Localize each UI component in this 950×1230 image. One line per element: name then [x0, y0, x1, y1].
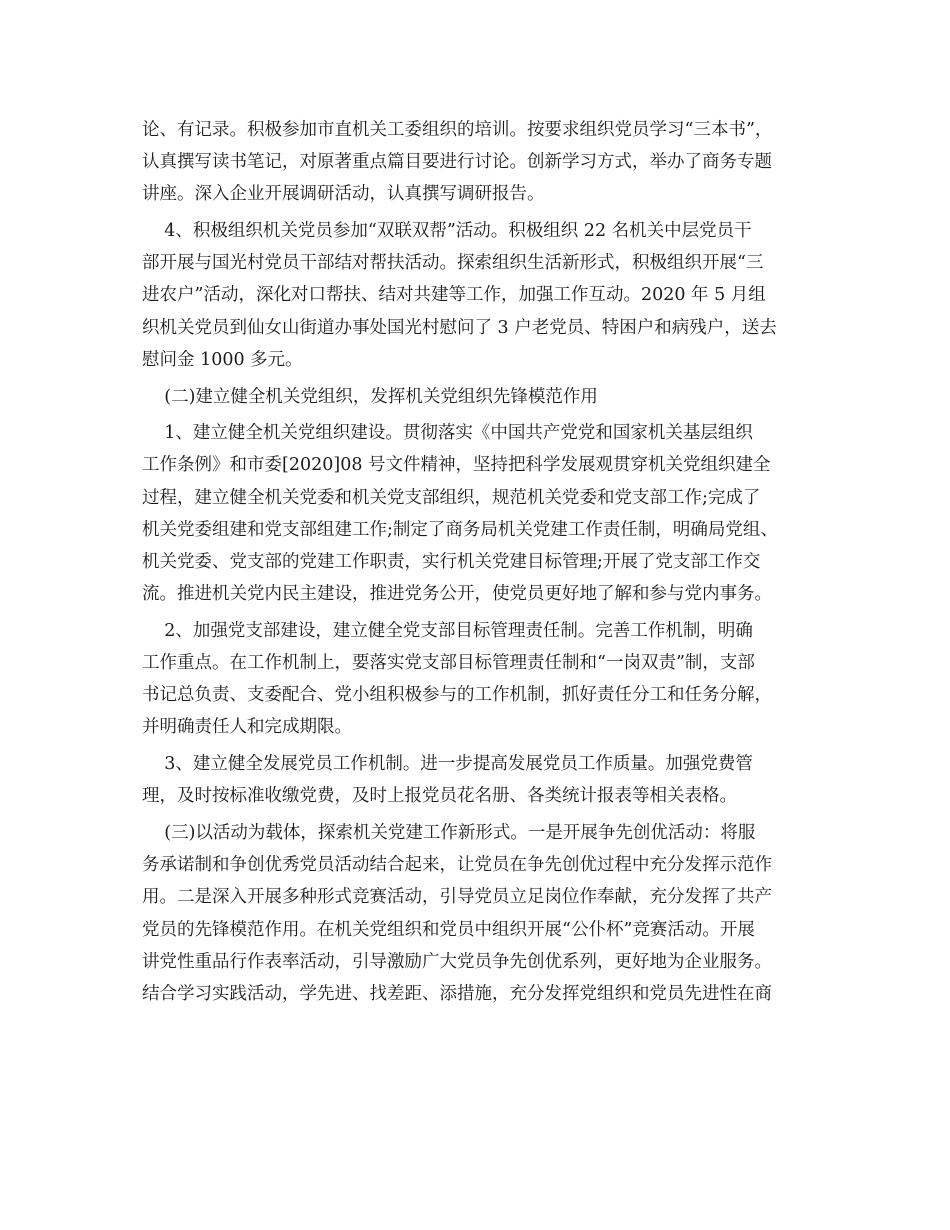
text-line: 并明确责任人和完成期限。: [142, 717, 352, 738]
paragraph-item-1: [142, 417, 812, 610]
text-line: 书记总负责、支委配合、党小组积极参与的工作机制，抓好责任分工和任务分解，: [142, 685, 772, 706]
text-line: 1、建立健全机关党组织建设。贯彻落实《中国共产党党和国家机关基层组织: [142, 423, 753, 444]
paragraph-item-4: [142, 215, 812, 376]
text-line: 进农户”活动，深化对口帮扶、结对共建等工作，加强工作互动。2020 年 5 月组: [142, 285, 766, 306]
text-line: 用。二是深入开展多种形式竞赛活动，引导党员立足岗位作奉献，充分发挥了共产: [142, 887, 772, 908]
text-line: 织机关党员到仙女山街道办事处国光村慰问了 3 户老党员、特困户和病残户，送去: [142, 317, 777, 338]
paragraph-study-records: [142, 114, 812, 211]
text-line: 流。推进机关党内民主建设，推进党务公开，使党员更好地了解和参与党内事务。: [142, 584, 772, 605]
text-line: 4、积极组织机关党员参加“双联双帮”活动。积极组织 22 名机关中层党员干: [142, 221, 752, 242]
document-body: [142, 114, 812, 1010]
text-line: 工作重点。在工作机制上，要落实党支部目标管理责任制和“一岗双责”制，支部: [142, 653, 755, 673]
text-line: 讲党性重品行作表率活动，引导激励广大党员争先创优系列，更好地为企业服务。: [142, 951, 772, 972]
text-line: (二)建立健全机关党组织，发挥机关党组织先锋模范作用: [142, 386, 598, 407]
text-line: 讲座。深入企业开展调研活动，认真撰写调研报告。: [142, 184, 545, 205]
text-line: 务承诺制和争创优秀党员活动结合起来，让党员在争先创优过程中充分发挥示范作: [142, 855, 772, 876]
text-line: 认真撰写读书笔记，对原著重点篇目要进行讨论。创新学习方式，举办了商务专题: [142, 152, 772, 173]
text-line: 理，及时按标准收缴党费，及时上报党员花名册、各类统计报表等相关表格。: [142, 786, 737, 807]
section-heading-2: [142, 381, 812, 413]
text-line: 论、有记录。积极参加市直机关工委组织的培训。按要求组织党员学习“三本书”，: [142, 120, 773, 140]
text-line: 工作条例》和市委[2020]08 号文件精神，坚持把科学发展观贯穿机关党组织建全: [142, 455, 771, 476]
text-line: 机关党委、党支部的党建工作职责，实行机关党建目标管理;开展了党支部工作交: [142, 551, 761, 572]
text-line: 党员的先锋模范作用。在机关党组织和党员中组织开展“公仆杯”竞赛活动。开展: [142, 919, 755, 940]
text-line: 3、建立健全发展党员工作机制。进一步提高发展党员工作质量。加强党费管: [142, 754, 753, 775]
text-line: 机关党委组建和党支部组建工作;制定了商务局机关党建工作责任制，明确局党组、: [142, 519, 778, 540]
text-line: (三)以活动为载体，探索机关党建工作新形式。一是开展争先创优活动：将服: [142, 822, 756, 843]
paragraph-item-2: [142, 615, 812, 744]
section-heading-3-paragraph: [142, 817, 812, 1010]
text-line: 部开展与国光村党员干部结对帮扶活动。探索组织生活新形式，积极组织开展“三: [142, 253, 764, 274]
text-line: 2、加强党支部建设，建立健全党支部目标管理责任制。完善工作机制，明确: [142, 620, 753, 641]
text-line: 结合学习实践活动，学先进、找差距、添措施，充分发挥党组织和党员先进性在商: [142, 983, 772, 1004]
text-line: 慰问金 1000 多元。: [142, 349, 303, 370]
text-line: 过程，建立健全机关党委和机关党支部组织，规范机关党委和党支部工作;完成了: [142, 487, 761, 508]
paragraph-item-3: [142, 748, 812, 812]
